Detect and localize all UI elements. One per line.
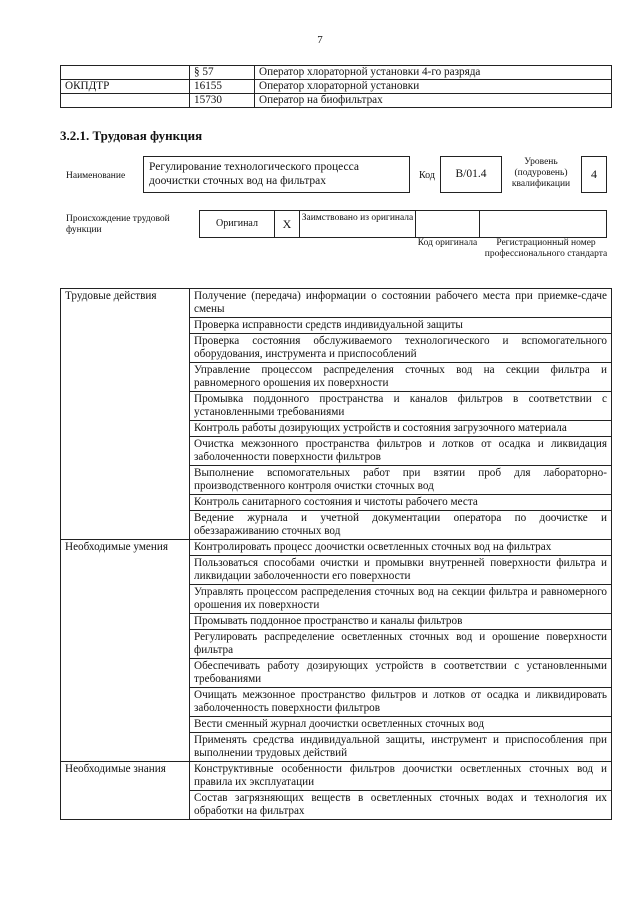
item-cell: Вести сменный журнал доочистки осветленных сточных вод [190,717,612,733]
original-cell: Оригинал [199,210,275,238]
qualification-level-label: Уровень (подуровень) квалификации [511,157,571,189]
item-cell: Промывать поддонное пространство и каналы фильтров [190,614,612,630]
okpdtr-table [60,65,612,108]
code-table-cell: ОКПДТР [61,80,190,94]
item-cell: Проверка состояния обслуживаемого технологического и вспомогательного оборудования, инструмента и приспособлений [190,334,612,363]
category-cell: Необходимые знания [61,762,190,820]
table-row [61,289,612,318]
code-table-cell: § 57 [190,66,255,80]
original-mark-cell: X [274,210,300,238]
code-original-label: Код оригинала [417,238,478,248]
category-cell: Необходимые умения [61,540,190,762]
item-cell: Очистка межзонного пространства фильтров и лотков от осадка и ликвидация заболоченности поверхности фильтров [190,437,612,466]
table-row [61,540,612,556]
item-cell: Очищать межзонное пространство фильтров и лотков от осадка и ликвидировать заболоченность поверхности фильтров [190,688,612,717]
code-table-cell: 16155 [190,80,255,94]
code-table-cell: Оператор хлораторной установки 4-го разряда [255,66,612,80]
item-cell: Контролировать процесс доочистки осветленных сточных вод на фильтрах [190,540,612,556]
section-title: 3.2.1. Трудовая функция [60,128,203,143]
borrowed-cell: Заимствовано из оригинала [299,210,416,238]
origin-grid [199,210,607,238]
item-cell: Проверка исправности средств индивидуальной защиты [190,318,612,334]
page-number: 7 [317,34,323,46]
category-cell: Трудовые действия [61,289,190,540]
reg-number-label: Регистрационный номер профессионального стандарта [484,238,608,259]
code-table-row [61,94,612,108]
item-cell: Состав загрязняющих веществ в осветленных сточных водах и технология их обработки на фильтрах [190,791,612,820]
item-cell: Пользоваться способами очистки и промывки внутренней поверхности фильтра и ликвидации заболоченности его поверхности [190,556,612,585]
item-cell: Контроль работы дозирующих устройств и состояния загрузочного материала [190,421,612,437]
item-cell: Выполнение вспомогательных работ при взятии проб для лабораторно-производственного контроля очистки сточных вод [190,466,612,495]
reg-number-cell [479,210,607,238]
item-cell: Ведение журнала и учетной документации оператора по доочистке и обеззараживанию сточных вод [190,511,612,540]
function-name-box: Регулирование технологического процесса доочистки сточных вод на фильтрах [143,156,410,193]
code-table-cell [61,66,190,80]
item-cell: Контроль санитарного состояния и чистоты рабочего места [190,495,612,511]
code-table-cell [61,94,190,108]
code-table-row [61,66,612,80]
code-table-cell: Оператор хлораторной установки [255,80,612,94]
table-row [61,762,612,791]
item-cell: Конструктивные особенности фильтров доочистки осветленных сточных вод и правила их эксплуатации [190,762,612,791]
function-code-box: В/01.4 [440,156,502,193]
item-cell: Обеспечивать работу дозирующих устройств в соответствии с установленными требованиями [190,659,612,688]
name-label: Наименование [66,171,126,181]
item-cell: Управлять процессом распределения сточных вод на секции фильтра и равномерного орошения их поверхности [190,585,612,614]
code-label: Код [419,170,435,181]
item-cell: Управление процессом распределения сточных вод на секции фильтра и равномерного орошения их поверхности [190,363,612,392]
origin-label: Происхождение трудовой функции [66,214,170,235]
item-cell: Получение (передача) информации о состоянии рабочего места при приемке-сдаче смены [190,289,612,318]
qualification-level-box: 4 [581,156,607,193]
code-table-cell: 15730 [190,94,255,108]
code-table-row [61,80,612,94]
item-cell: Применять средства индивидуальной защиты, инструмент и приспособления при выполнении трудовых действий [190,733,612,762]
item-cell: Промывка поддонного пространства и каналов фильтров в соответствии с установленными требованиями [190,392,612,421]
function-details-table [60,288,612,820]
item-cell: Регулировать распределение осветленных сточных вод и орошение поверхности фильтра [190,630,612,659]
code-table-cell: Оператор на биофильтрах [255,94,612,108]
code-original-cell [415,210,480,238]
